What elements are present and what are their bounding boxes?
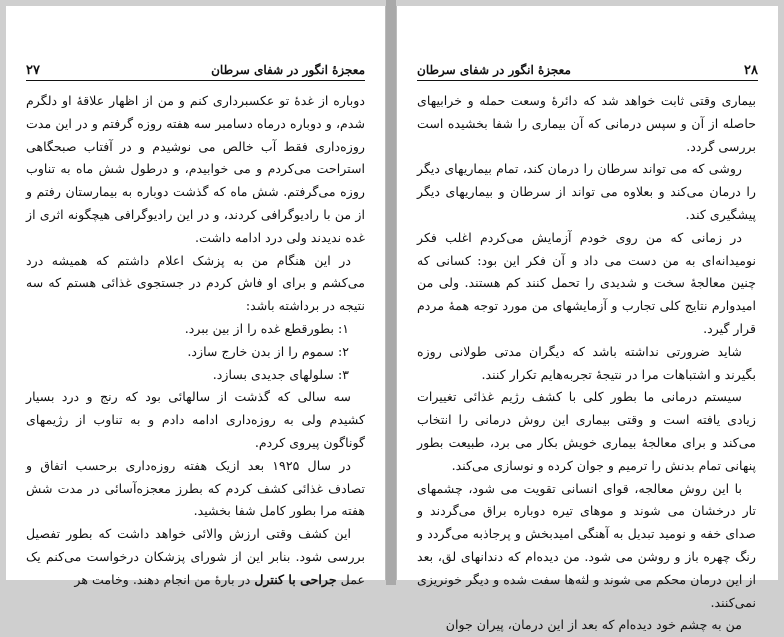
right-page-number: ۲۸ [744,62,758,78]
paragraph: سیستم درمانی ما بطور کلی با کشف رژیم غذائی تغییرات زیادی یافته است و وقتی بیماری این روش درمانی را انتخاب می‌کند و برای معالجهٔ بیماری خویش بکار می برد، طبیعت بطور پنهانی تمام بدنش را ترمیم و جوان کرده و نوسازی می‌کند. [417,389,756,473]
right-page-body [417,90,756,637]
paragraph: من به چشم خود دیده‌ام که بعد از این درمان، پیران جوان [445,617,742,633]
paragraph: دوباره از غدهٔ تو عکسبرداری کنم و من از اظهار علاقهٔ او دلگرم شدم، و دوباره درماه دسامبر سه هفته روزه گرفتم و در این مدت روزه‌داری فقط آب خالص می نوشیدم و در آفتاب صبحگاهی استراحت می‌کردم و می خوابیدم، و درطول شش ماه به تناوب روزه می‌گرفتم. شش ماه که گذشت دوباره به بیمارستان رفتم و از من با رادیوگرافی کردند، و در این رادیوگرافی هیچگونه اثری از غده نديدند ولی درد ادامه داشت. [26,93,365,245]
paragraph: سه سالی که گذشت از سالهائی بود که رنج و درد بسیار کشیدم ولی به روزه‌داری ادامه دادم و به تناوب از رژیمهای گوناگون پیروی کردم. [26,389,365,450]
paragraph-lead-text: این کشف وقتی ارزش والائی خواهد داشت که بطور تفصیل بررسی شود. بنابر این از شورای پزشکان درخواست می‌کنم یک عمل [26,526,365,587]
list-item: ۲: سموم را از بدن خارج سازد. [187,343,349,359]
paragraph: بیماری وقتی ثابت خواهد شد که دائرهٔ وسعت حمله و خرابیهای حاصله از آن و سپس درمانی که آن بیماری را شفا بخشیده است بررسی گردد. [417,93,756,154]
bold-phrase: جراحی با کنترل [254,571,337,587]
left-page-header [26,61,365,79]
paragraph: روشی که می تواند سرطان را درمان کند، تمام بیماریهای دیگر را درمان می‌کند و بعلاوه می تواند از سرطان و بیماریهای دیگر پیشگیری کند. [417,161,756,222]
paragraph: در سال ۱۹۲۵ بعد ازیک هفته روزه‌داری برحسب اتفاق و تصادف غذائی کشف کردم که بطرز معجزه‌آسائی در مدت شش هفته مرا بطور کامل شفا بخشید. [26,457,365,519]
list-item: ۳: سلولهای جدیدی بسازد. [212,366,349,382]
right-header-rule [417,80,758,81]
left-running-title: معجزهٔ انگور در شفای سرطان [211,63,365,77]
right-page-header [417,61,758,79]
left-header-rule [26,80,365,81]
paragraph: با این روش معالجه، قوای انسانی تقویت می شود، چشمهای تار درخشان می شوند و موهای تیره دوباره براق می‌گردند و صدای خفه و نومید تبدیل به آهنگی امیدبخش و پرجاذبه می‌گردد و رنگ چهره باز و روشن می شود. من دیده‌ام که دندانهای لق، بعد از این درمان محکم می شوند و لثه‌ها سفت شده و دیگر خونریزی نمی‌کنند. [417,480,756,610]
paragraph: شاید ضرورتی نداشته باشد که دیگران مدتی طولانی روزه بگیرند و اشتباهات مرا در نتیجهٔ تجربه‌هایم تکرار کنند. [417,343,756,382]
paragraph: در زمانی که من روی خودم آزمایش می‌کردم اغلب فکر نومیدانه‌ای به من دست می داد و آن فکر این بود: کسانی که چنین معالجهٔ سخت و شدیدی را تحمل کنند کم هستند. ولی من امیدوارم نتایج کلی تجارب و آزمایشهای من مورد توجه همهٔ مردم قرار گیرد. [417,229,756,336]
left-page [6,6,386,587]
list-item: ۱: بطورقطع غده را از بین ببرد. [184,320,349,336]
right-running-title: معجزهٔ انگور در شفای سرطان [417,63,571,77]
paragraph-tail-text: در بارهٔ من انجام دهند. وخامت هر [74,571,255,587]
paragraph-last [26,523,365,591]
book-gutter [386,0,396,585]
left-page-number: ۲۷ [26,62,40,78]
right-page [396,6,778,633]
paragraph: در این هنگام من به پزشک اعلام داشتم که همیشه درد می‌کشم و برای او فاش کردم در جستجوی غذائی هستم که سه نتیجه در برداشته باشد: [26,252,365,314]
left-page-body [26,90,365,592]
